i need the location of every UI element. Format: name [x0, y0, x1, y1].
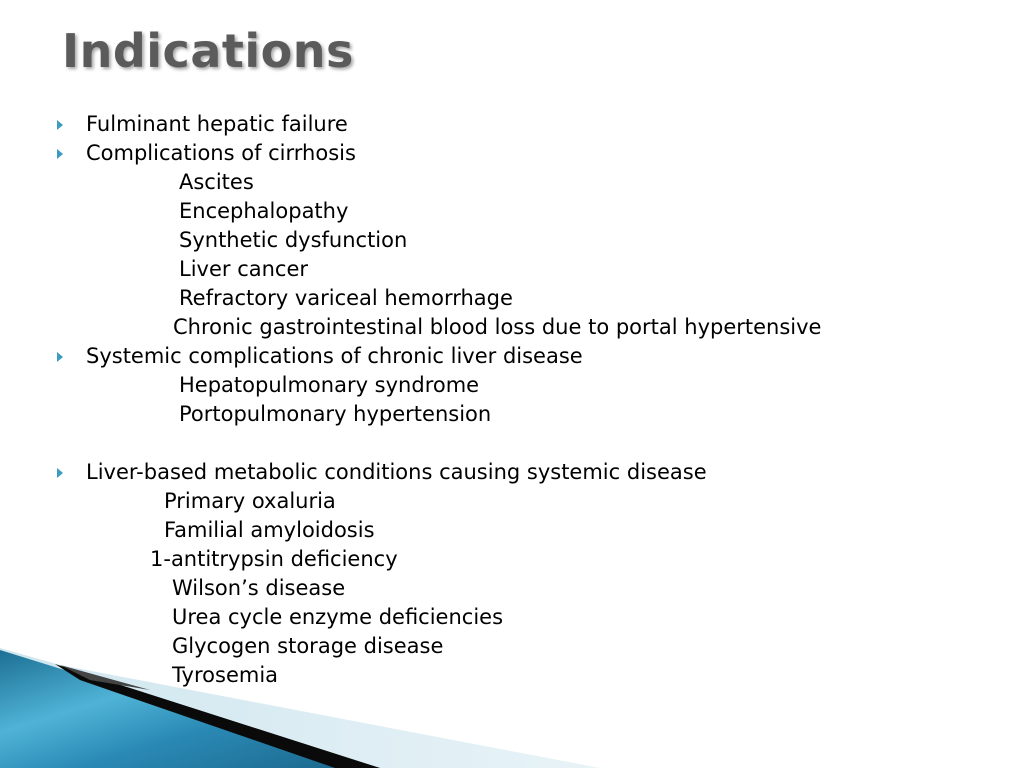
sub-item: Synthetic dysfunction: [179, 228, 408, 252]
sub-item: Hepatopulmonary syndrome: [179, 373, 480, 397]
sub-item: Encephalopathy: [179, 199, 349, 223]
bullet-arrow-icon: [57, 468, 63, 478]
slide-title: Indications: [62, 24, 354, 78]
bullet-item: Fulminant hepatic failure: [86, 112, 348, 136]
bullet-item: Complications of cirrhosis: [86, 141, 356, 165]
sub-item: Urea cycle enzyme deficiencies: [172, 605, 504, 629]
bullet-item: Systemic complications of chronic liver disease: [86, 344, 583, 368]
sub-item: Portopulmonary hypertension: [179, 402, 492, 426]
sub-item: 1-antitrypsin deficiency: [150, 547, 398, 571]
sub-item: Ascites: [179, 170, 254, 194]
sub-item: Wilson’s disease: [172, 576, 346, 600]
sub-item: Glycogen storage disease: [172, 634, 444, 658]
bullet-arrow-icon: [57, 149, 63, 159]
bullet-arrow-icon: [57, 120, 63, 130]
sub-item: Primary oxaluria: [164, 489, 336, 513]
bullet-item: Liver-based metabolic conditions causing systemic disease: [86, 460, 707, 484]
sub-item: Chronic gastrointestinal blood loss due to portal hypertensive: [173, 315, 822, 339]
sub-item: Tyrosemia: [172, 663, 279, 687]
sub-item: Liver cancer: [179, 257, 309, 281]
sub-item: Refractory variceal hemorrhage: [179, 286, 513, 310]
bullet-arrow-icon: [57, 352, 63, 362]
sub-item: Familial amyloidosis: [164, 518, 375, 542]
